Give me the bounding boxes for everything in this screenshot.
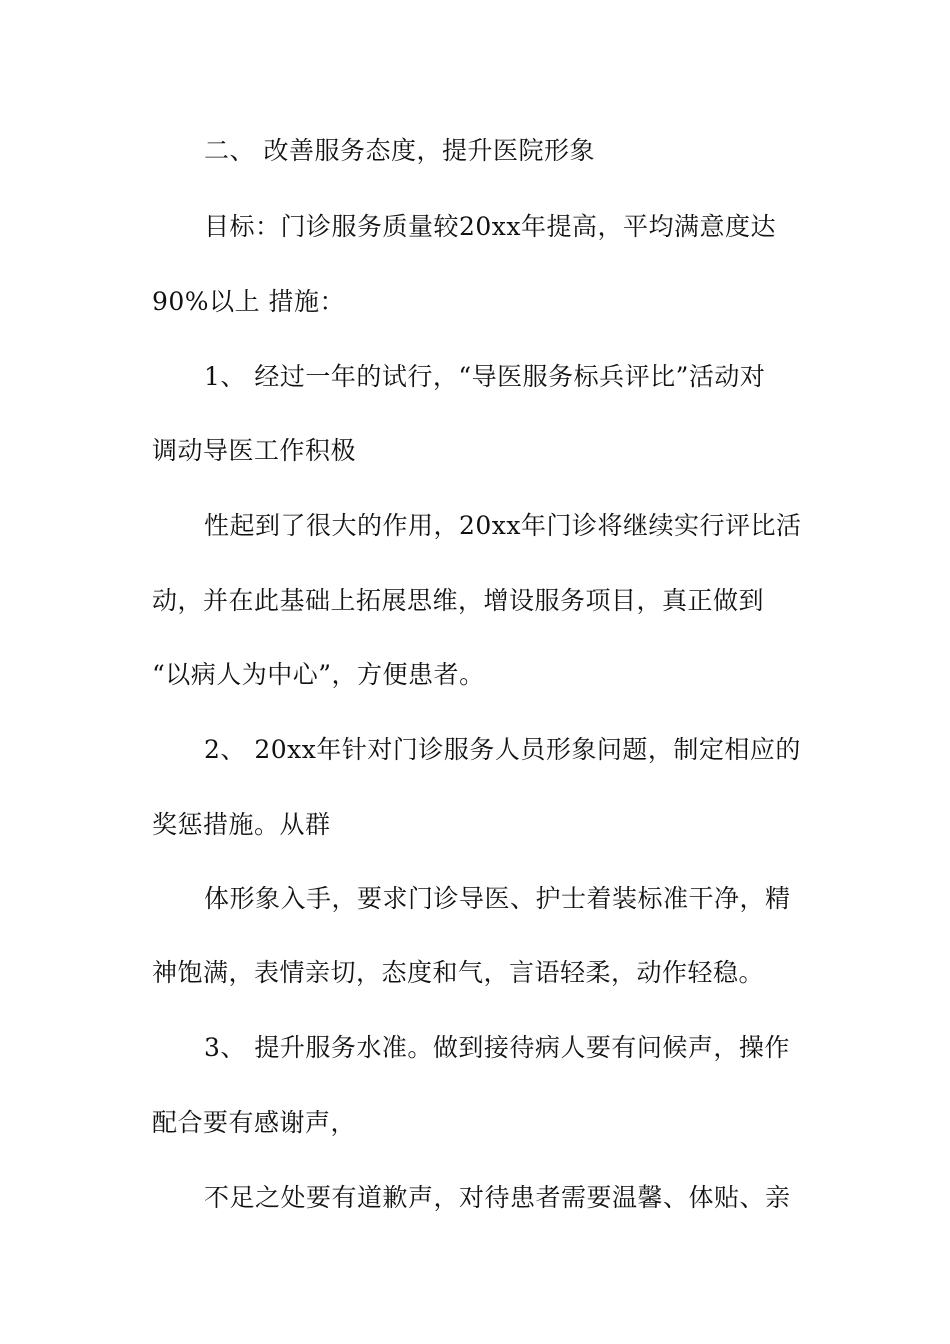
paragraph-line: 神饱满，表情亲切，态度和气，言语轻柔，动作轻稳。 — [152, 958, 765, 987]
list-item-line: 3、 提升服务水准。做到接待病人要有问候声，操作 — [204, 1033, 790, 1062]
list-item-line: 1、 经过一年的试行，“导医服务标兵评比”活动对 — [204, 362, 766, 391]
paragraph-line: 90%以上 措施： — [152, 287, 346, 316]
paragraph-line: 目标：门诊服务质量较20xx年提高，平均满意度达 — [204, 212, 777, 241]
paragraph-line: 动，并在此基础上拓展思维，增设服务项目，真正做到 — [152, 586, 765, 615]
paragraph-line: 配合要有感谢声， — [152, 1108, 357, 1137]
paragraph-line: 不足之处要有道歉声，对待患者需要温馨、体贴、亲 — [204, 1183, 791, 1212]
list-item-line: 2、 20xx年针对门诊服务人员形象问题，制定相应的 — [204, 735, 801, 764]
paragraph-line: 性起到了很大的作用，20xx年门诊将继续实行评比活 — [204, 511, 802, 540]
paragraph-line: 调动导医工作积极 — [152, 436, 357, 465]
paragraph-line: “以病人为中心”，方便患者。 — [152, 660, 485, 689]
section-heading: 二、 改善服务态度，提升医院形象 — [204, 136, 595, 165]
paragraph-line: 体形象入手，要求门诊导医、护士着装标准干净，精 — [204, 884, 791, 913]
paragraph-line: 奖惩措施。从群 — [152, 810, 331, 839]
